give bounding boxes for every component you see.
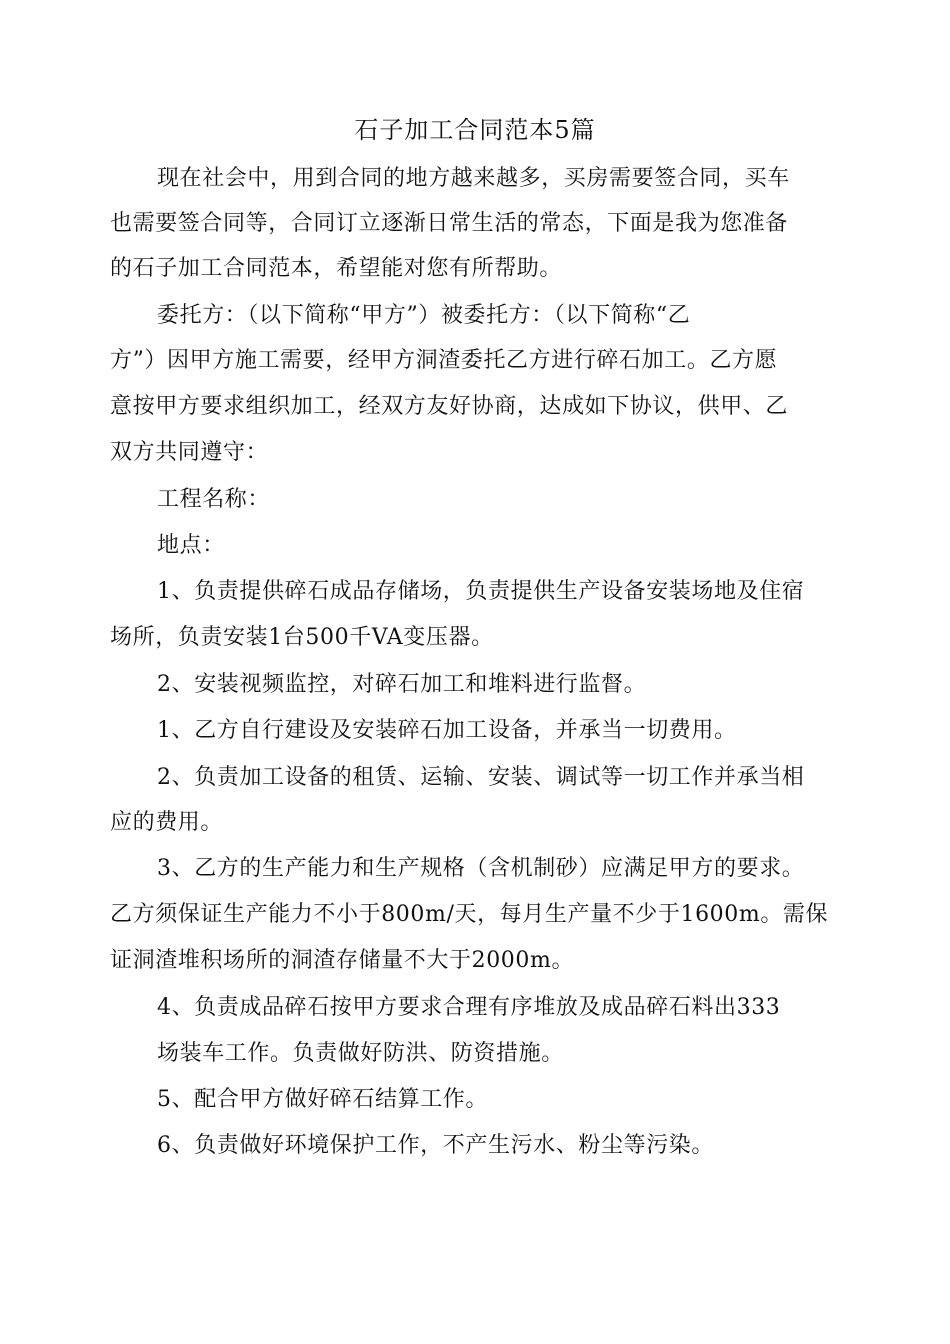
paragraph-line: 6、负责做好环境保护工作，不产生污水、粉尘等污染。 (157, 1133, 714, 1158)
document-title: 石子加工合同范本5篇 (354, 116, 596, 144)
paragraph-line: 乙方须保证生产能力不小于800m/天，每月生产量不少于1600m。需保 (110, 902, 829, 927)
paragraph-line: 4、负责成品碎石按甲方要求合理有序堆放及成品碎石料出333 (157, 995, 781, 1020)
paragraph-line: 1、乙方自行建设及安装碎石加工设备，并承当一切费用。 (157, 718, 737, 743)
paragraph-line: 场所，负责安装1台500千VA变压器。 (110, 625, 494, 650)
paragraph-line: 3、乙方的生产能力和生产规格（含机制砂）应满足甲方的要求。 (157, 856, 805, 881)
paragraph-line: 证洞渣堆积场所的洞渣存储量不大于2000m。 (110, 948, 575, 973)
location-line: 地点： (157, 533, 225, 558)
paragraph-line: 也需要签合同等，合同订立逐渐日常生活的常态，下面是我为您准备 (110, 211, 789, 236)
paragraph-line: 应的费用。 (110, 810, 224, 835)
paragraph-line: 现在社会中，用到合同的地方越来越多，买房需要签合同，买车 (157, 166, 790, 191)
paragraph-line: 方”）因甲方施工需要，经甲方洞渣委托乙方进行碎石加工。乙方愿 (110, 348, 778, 373)
paragraph-line: 双方共同遵守： (110, 440, 269, 465)
paragraph-line: 委托方：（以下简称“甲方”）被委托方：（以下简称“乙 (157, 303, 691, 328)
paragraph-line: 5、配合甲方做好碎石结算工作。 (157, 1087, 488, 1112)
paragraph-line: 2、负责加工设备的租赁、运输、安装、调试等一切工作并承当相 (157, 765, 805, 790)
paragraph-line: 1、负责提供碎石成品存储场，负责提供生产设备安装场地及住宿 (157, 579, 805, 604)
paragraph-line: 意按甲方要求组织加工，经双方友好协商，达成如下协议，供甲、乙 (110, 394, 789, 419)
project-name-line: 工程名称： (157, 487, 271, 512)
paragraph-line: 2、安装视频监控，对碎石加工和堆料进行监督。 (157, 672, 647, 697)
paragraph-line: 场装车工作。负责做好防洪、防资措施。 (157, 1041, 564, 1066)
paragraph-line: 的石子加工合同范本，希望能对您有所帮助。 (110, 256, 563, 281)
